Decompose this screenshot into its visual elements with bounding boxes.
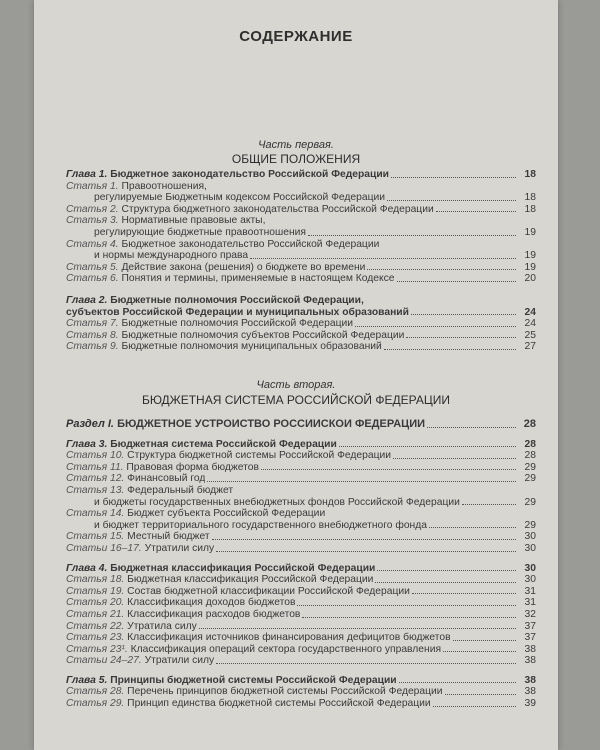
toc-chapter-2-cont: субъектов Российской Федерации и муниципальных образований 24 bbox=[66, 306, 536, 318]
toc-article-9: Статья 9. Бюджетные полномочия муниципальных образований 27 bbox=[66, 341, 536, 353]
toc-part2 bbox=[66, 419, 536, 710]
toc-article-1-cont: регулируемые Бюджетным кодексом Российской Федерации 18 bbox=[94, 192, 536, 204]
toc-article-4-cont: и нормы международного права 19 bbox=[94, 250, 536, 262]
toc-article-23-1: Статья 23¹. Классификация операций сектора государственного управления 38 bbox=[66, 643, 536, 655]
toc-chapter-5: Глава 5. Принципы бюджетной системы Российской Федерации 38 bbox=[66, 674, 536, 686]
part2-label: Часть вторая. bbox=[256, 379, 336, 391]
toc-article-14: Статья 14. Бюджет субъекта Российской Федерации bbox=[66, 508, 326, 520]
book-page bbox=[34, 0, 558, 750]
toc-article-11: Статья 11. Правовая форма бюджетов 29 bbox=[66, 461, 536, 473]
toc-article-12: Статья 12. Финансовый год 29 bbox=[66, 473, 536, 485]
toc-article-13: Статья 13. Федеральный бюджет bbox=[66, 484, 234, 496]
toc-article-10: Статья 10. Структура бюджетной системы Российской Федерации 28 bbox=[66, 450, 536, 462]
toc-article-23: Статья 23. Классификация источников финансирования дефицитов бюджетов 37 bbox=[66, 632, 536, 644]
toc-article-13-cont: и бюджеты государственных внебюджетных фондов Российской Федерации 29 bbox=[94, 496, 536, 508]
toc-article-3-cont: регулирующие бюджетные правоотношения 19 bbox=[94, 226, 536, 238]
toc-chapter-4: Глава 4. Бюджетная классификация Российской Федерации 30 bbox=[66, 562, 536, 574]
toc-article-6: Статья 6. Понятия и термины, применяемые в настоящем Кодексе 20 bbox=[66, 273, 536, 285]
toc-article-29: Статья 29. Принцип единства бюджетной системы Российской Федерации 39 bbox=[66, 698, 536, 710]
page-title: СОДЕРЖАНИЕ bbox=[239, 28, 353, 45]
toc-article-16-17: Статьи 16–17. Утратили силу 30 bbox=[66, 542, 536, 554]
toc-article-2: Статья 2. Структура бюджетного законодательства Российской Федерации 18 bbox=[66, 203, 536, 215]
part2-title: БЮДЖЕТНАЯ СИСТЕМА РОССИЙСКОЙ ФЕДЕРАЦИИ bbox=[142, 393, 450, 407]
toc-article-22: Статья 22. Утратила силу 37 bbox=[66, 620, 536, 632]
toc-article-19: Статья 19. Состав бюджетной классификации Российской Федерации 31 bbox=[66, 585, 536, 597]
toc-article-24-27: Статьи 24–27. Утратили силу 38 bbox=[66, 655, 536, 667]
part1-title: ОБЩИЕ ПОЛОЖЕНИЯ bbox=[231, 152, 361, 166]
toc-article-3: Статья 3. Нормативные правовые акты, bbox=[66, 215, 266, 227]
toc-section-1: Раздел I. БЮДЖЕТНОЕ УСТРОЙСТВО РОССИЙСКОЙ ФЕДЕРАЦИИ 28 bbox=[66, 418, 536, 430]
part1-label: Часть первая. bbox=[258, 139, 334, 151]
toc-chapter-1: Глава 1. Бюджетное законодательство Российской Федерации 18 bbox=[66, 169, 536, 180]
toc-chapter-2: Глава 2. Бюджетные полномочия Российской Федерации, bbox=[66, 294, 364, 306]
toc-chapter-3: Глава 3. Бюджетная система Российской Федерации 28 bbox=[66, 438, 536, 450]
toc-article-4: Статья 4. Бюджетное законодательство Российской Федерации bbox=[66, 238, 380, 250]
toc-article-5: Статья 5. Действие закона (решения) о бюджете во времени 19 bbox=[66, 261, 536, 273]
toc-article-20: Статья 20. Классификация доходов бюджетов 31 bbox=[66, 597, 536, 609]
toc-article-28: Статья 28. Перечень принципов бюджетной системы Российской Федерации 38 bbox=[66, 686, 536, 698]
toc-part1 bbox=[66, 169, 536, 353]
toc-article-21: Статья 21. Классификация расходов бюджетов 32 bbox=[66, 608, 536, 620]
toc-article-18: Статья 18. Бюджетная классификация Российской Федерации 30 bbox=[66, 574, 536, 586]
toc-article-8: Статья 8. Бюджетные полномочия субъектов Российской Федерации 25 bbox=[66, 329, 536, 341]
toc-article-15: Статья 15. Местный бюджет 30 bbox=[66, 531, 536, 543]
toc-article-1: Статья 1. Правоотношения, bbox=[66, 180, 207, 192]
toc-article-7: Статья 7. Бюджетные полномочия Российской Федерации 24 bbox=[66, 318, 536, 330]
toc-article-14-cont: и бюджет территориального государственного внебюджетного фонда 29 bbox=[94, 519, 536, 531]
